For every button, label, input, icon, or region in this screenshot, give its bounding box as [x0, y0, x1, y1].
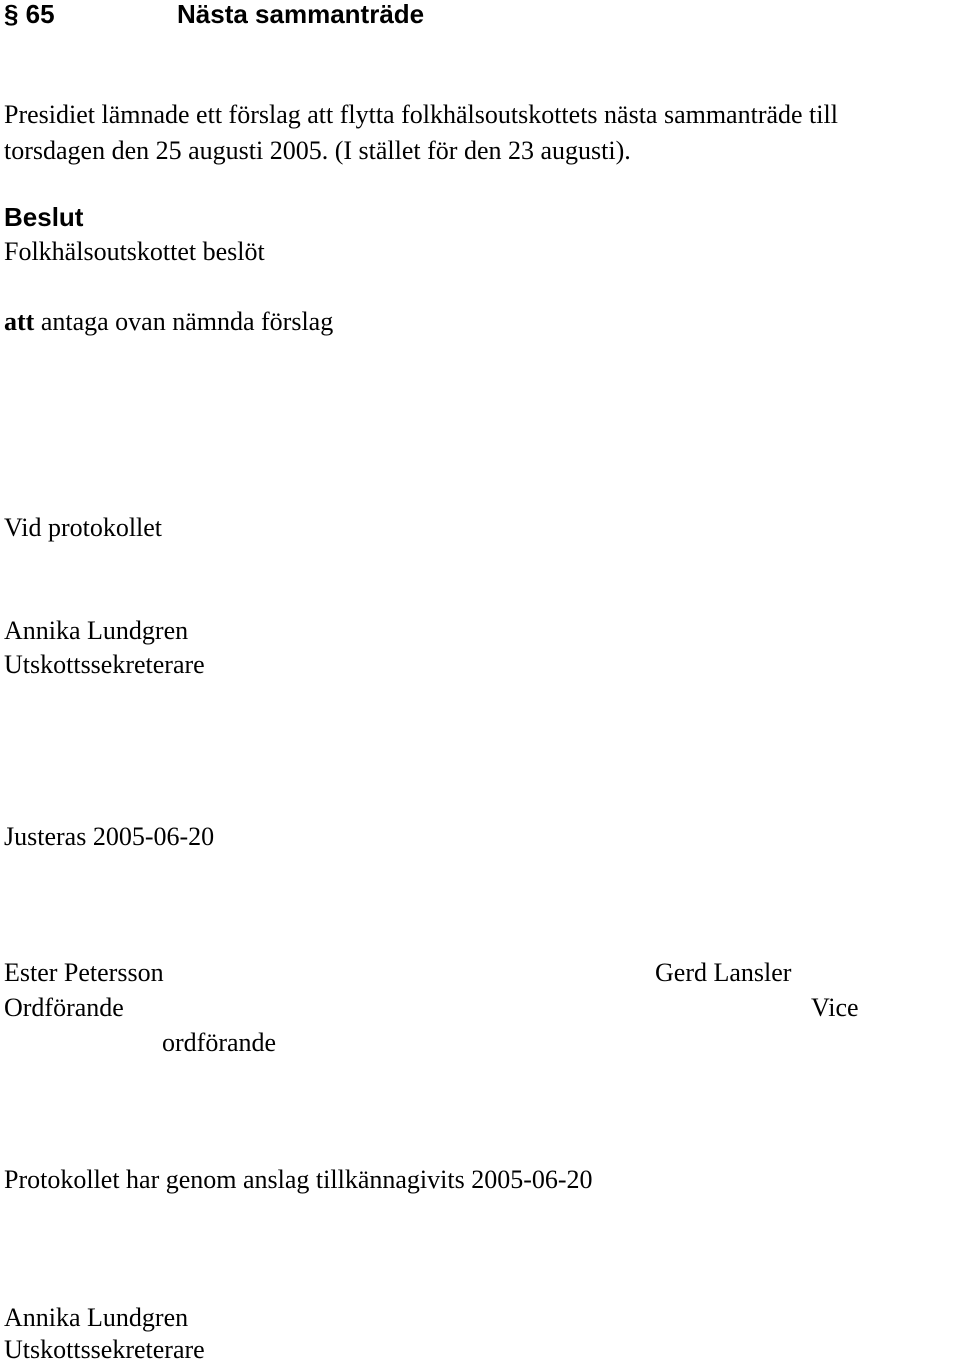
- att-clause: [4, 305, 333, 339]
- footer-title: Utskottssekreterare: [4, 1335, 205, 1364]
- secretary-name: Annika Lundgren: [4, 616, 189, 645]
- footer-name: Annika Lundgren: [4, 1303, 189, 1332]
- signature-right-title-ordforande: ordförande: [162, 1028, 277, 1057]
- section-title: Nästa sammanträde: [177, 0, 425, 29]
- adjusted-text: Justeras 2005-06-20: [4, 822, 215, 851]
- section-number: § 65: [4, 0, 55, 29]
- signature-right-title-vice: Vice: [811, 993, 859, 1022]
- decision-text: Folkhälsoutskottet beslöt: [4, 237, 265, 266]
- announcement-text: Protokollet har genom anslag tillkännagivits 2005-06-20: [4, 1165, 593, 1194]
- decision-heading: Beslut: [4, 202, 84, 232]
- att-text: antaga ovan nämnda förslag: [34, 307, 334, 336]
- signature-left-title: Ordförande: [4, 993, 124, 1022]
- att-keyword: att: [4, 307, 35, 336]
- protocol-label: Vid protokollet: [4, 513, 163, 542]
- signature-left-name: Ester Petersson: [4, 958, 164, 987]
- secretary-title: Utskottssekreterare: [4, 650, 205, 679]
- paragraph-line-2: torsdagen den 25 augusti 2005. (I stället för den 23 augusti).: [4, 136, 631, 165]
- paragraph-line-1: Presidiet lämnade ett förslag att flytta folkhälsoutskottets nästa sammanträde till: [4, 100, 838, 129]
- signature-right-name: Gerd Lansler: [655, 958, 792, 987]
